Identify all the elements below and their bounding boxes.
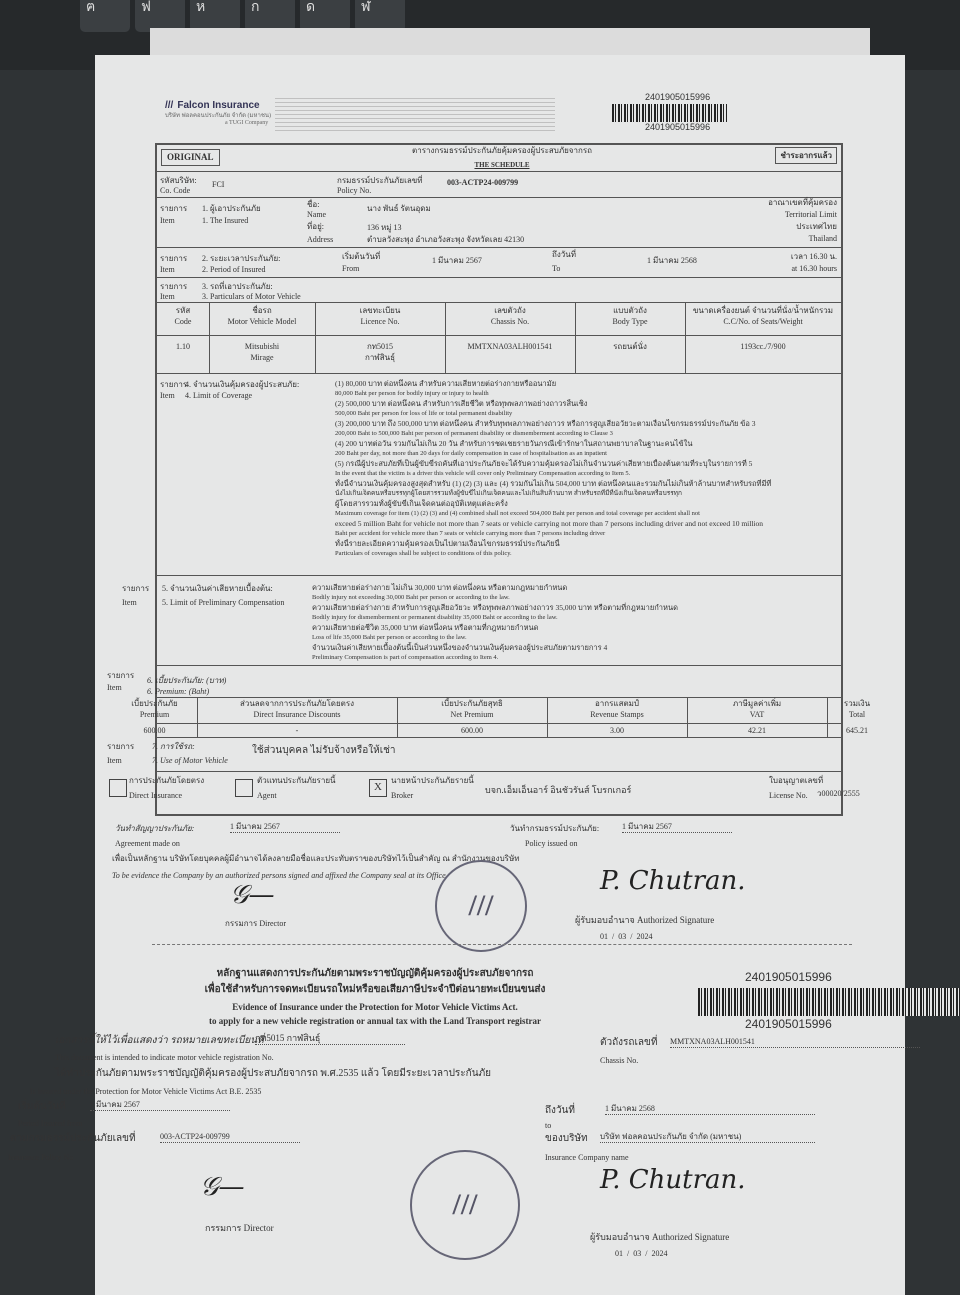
- barcode-2: [698, 988, 960, 1016]
- coverage-line: exceed 5 million Baht for vehicle not more than 7 seats or vehicle carrying not more than 7 persons including driver and not exceed 10 million: [335, 519, 764, 528]
- coverage-label: 4. จำนวนเงินคุ้มครองผู้ประสบภัย:: [185, 380, 300, 389]
- schedule-box: [107, 143, 871, 816]
- vehicle-cell: รถยนต์นั่ง: [613, 342, 647, 351]
- time-th: เวลา 16.30 น.: [790, 252, 837, 261]
- issued-label-en: Policy issued on: [525, 839, 578, 848]
- license-no: ว00020/2555: [817, 789, 860, 798]
- authorized-label: ผู้รับมอบอำนาจ Authorized Signature: [575, 915, 715, 925]
- evidence-title-th-2: เพื่อใช้สำหรับการจดทะเบียนรถใหม่หรือขอเสียภาษีประจำปีต่อนายทะเบียนขนส่ง: [204, 984, 546, 995]
- schedule-title-th: ตารางกรมธรรม์ประกันภัยคุ้มครองผู้ประสบภัยจากรถ: [412, 146, 592, 155]
- address-label-en: Address: [307, 235, 334, 244]
- item-label-en: Item: [122, 598, 137, 607]
- policy-no-label: กรมธรรม์ประกันภัยเลขที่: [337, 176, 423, 185]
- company-seal: ///: [435, 860, 527, 952]
- coverage-line: Maximum coverage for item (1) (2) (3) and (4) combined shall not exceed 504,000 Baht per person and total coverage per accident shall not: [335, 510, 700, 517]
- director-signature-2: 𝒢—: [200, 1172, 245, 1202]
- prelim-line: Preliminary Compensation is part of compensation according to Item 4.: [312, 654, 499, 661]
- evidence-title-en-2: to apply for a new vehicle registration or annual tax with the Land Transport registrar: [209, 1016, 541, 1026]
- evidence-company-value: บริษัท ฟอลคอนประกันภัย จำกัด (มหาชน): [600, 1131, 815, 1143]
- broker-label: นายหน้าประกันภัยรายนี้: [391, 776, 474, 785]
- evidence-title-en-1: Evidence of Insurance under the Protection for Motor Vehicle Victims Act.: [232, 1002, 518, 1012]
- vehicle-header: ชื่อรถ Motor Vehicle Model: [227, 306, 297, 326]
- agreement-label-en: Agreement made on: [115, 839, 180, 848]
- agent-checkbox[interactable]: [235, 779, 253, 797]
- co-code-label-en: Co. Code: [160, 186, 191, 195]
- company-name: Falcon Insurance: [177, 100, 260, 111]
- premium-header: ส่วนลดจากการประกันภัยโดยตรง Direct Insurance Discounts: [239, 699, 355, 719]
- company-logo: [165, 95, 271, 127]
- registration-label-en: This document is intended to indicate motor vehicle registration No.: [55, 1053, 274, 1062]
- coverage-line: ผู้โดยสารรวมทั้งผู้ขับขี่เกินเจ็ดคนต่ออุบัติเหตุแต่ละครั้ง: [335, 499, 508, 508]
- item-label: รายการ: [122, 584, 150, 593]
- use-value: ใช้ส่วนบุคคล ไม่รับจ้างหรือให้เช่า: [252, 745, 396, 756]
- item-label-en: Item: [160, 216, 175, 225]
- item-label-en: Item: [160, 391, 175, 400]
- keyboard-key: ก: [245, 0, 295, 32]
- coverage-line: (5) กรณีผู้ประสบภัยที่เป็นผู้ขับขี่รถคันที่เอาประกันภัยจะได้รับความคุ้มครองไม่เกินจำนวนค่าเสียหายเบื้องต้นตามที่ระบุในรายการที่ 5: [335, 459, 753, 468]
- premium-label-en: 6. Premium: (Baht): [147, 687, 210, 696]
- period-label: 2. ระยะเวลาประกันภัย:: [202, 254, 281, 263]
- vehicle-label: 3. รถที่เอาประกันภัย:: [202, 282, 273, 291]
- schedule-title-en: THE SCHEDULE: [474, 161, 530, 169]
- insured-name: นาง พันธ์ รัตนอุดม: [367, 204, 431, 213]
- evidence-statement-th: เพื่อเป็นหลักฐาน บริษัทโดยบุคคลผู้มีอำนาจได้ลงลายมือชื่อและประทับตราของบริษัทไว้เป็นสำคัญ ณ สำนักงานของบริษัท: [112, 854, 520, 863]
- evidence-from-value: 1 มีนาคม 2567: [90, 1099, 230, 1111]
- stamp-paid-label: ชำระอากรแล้ว: [775, 147, 837, 164]
- sign-year: 2024: [636, 932, 653, 941]
- premium-value: 600.00: [461, 726, 483, 735]
- time-en: at 16.30 hours: [791, 264, 837, 273]
- territory-label-en: Territorial Limit: [784, 210, 837, 219]
- use-label-en: 7. Use of Motor Vehicle: [152, 756, 228, 765]
- evidence-company-label-en: Insurance Company name: [545, 1153, 629, 1162]
- item-label: รายการ: [160, 204, 188, 213]
- vehicle-cell: MMTXNA03ALH001541: [467, 342, 553, 351]
- to-label: ถึงวันที่: [552, 250, 576, 259]
- coverage-line: นั่งไม่เกินเจ็ดคนหรือบรรทุกผู้โดยสารรวมทั้งผู้ขับขี่ไม่เกินเจ็ดคนและไม่เกินสิบล้านบาท สำหรับรถที่มีที่นั่งเกินเจ็ดคนหรือบรรทุก: [335, 490, 682, 497]
- broker-name: บจก.เอ็มเอ็นอาร์ อินชัวรันส์ โบรกเกอร์: [485, 785, 632, 795]
- keyboard-key: ฟ: [135, 0, 185, 32]
- keyboard-key: ด: [300, 0, 350, 32]
- sign-day: 01: [600, 932, 608, 941]
- coverage-line: 80,000 Baht per person for bodily injury or injury to health: [335, 390, 489, 397]
- evidence-policy-label: ตามกรมธรรม์ประกันภัยเลขที่: [10, 1133, 136, 1144]
- premium-label: 6. เบี้ยประกันภัย: (บาท): [147, 676, 227, 685]
- coverage-line: ทั้งนี้จำนวนเงินคุ้มครองสูงสุดสำหรับ (1) (2) (3) และ (4) รวมกันไม่เกิน 504,000 บาท ต่อหนึ่งคนและรวมกันไม่เกินห้าล้านบาทสำหรับรถที่มีที่: [335, 479, 772, 488]
- sign-month: 03: [633, 1249, 642, 1258]
- act-statement-en: Is insured under the Protection for Motor Vehicle Victims Act B.E. 2535: [30, 1087, 262, 1096]
- broker-checkbox[interactable]: X: [369, 779, 387, 797]
- prelim-line: Bodily injury not exceeding 30,000 Baht per person or according to the law.: [312, 594, 510, 601]
- premium-value: 645.21: [846, 726, 868, 735]
- vehicle-header: แบบตัวถัง Body Type: [612, 306, 648, 326]
- vehicle-header: รหัส Code: [174, 306, 192, 326]
- name-label: ชื่อ:: [307, 200, 320, 209]
- vehicle-header: เลขตัวถัง Chassis No.: [490, 306, 530, 326]
- coverage-line: 200,000 Baht to 500,000 Baht per person of permanent disability or dismemberment according to Clause 3: [335, 430, 613, 437]
- chassis-label: ตัวถังรถเลขที่: [600, 1037, 658, 1048]
- coverage-text: [335, 379, 840, 559]
- vehicle-cell: กท5015 กาฬสินธุ์: [364, 342, 396, 362]
- prelim-label-en: 5. Limit of Preliminary Compensation: [162, 598, 285, 607]
- evidence-statement-en: To be evidence the Company by an authorized persons signed and affixed the Company seal at its Office: [112, 871, 446, 880]
- item-label-en: Item: [160, 292, 175, 301]
- policy-no-value: 003-ACTP24-009799: [447, 178, 519, 187]
- use-label: 7. การใช้รถ:: [152, 742, 195, 751]
- prelim-line: Bodily injury for dismemberment or permanent disability 35,000 Baht or according to the law.: [312, 614, 558, 621]
- vehicle-label-en: 3. Particulars of Motor Vehicle: [202, 292, 301, 301]
- item-label: รายการ: [160, 282, 188, 291]
- territory-label: อาณาเขตที่คุ้มครอง: [768, 198, 837, 207]
- company-name-th: บริษัท ฟอลคอนประกันภัย จำกัด (มหาชน): [165, 113, 272, 119]
- item-label: รายการ: [160, 254, 188, 263]
- coverage-line: In the event that the victim is a driver this vehicle will cover only Preliminary Compensation according to Item 5.: [335, 470, 631, 477]
- period-from-value: 1 มีนาคม 2567: [432, 256, 482, 265]
- coverage-line: (4) 200 บาทต่อวัน รวมกันไม่เกิน 20 วัน สำหรับการชดเชยรายวันกรณีเข้ารักษาในสถานพยาบาลในฐานะคนไข้ใน: [335, 439, 693, 448]
- coverage-line: 200 Baht per day, not more than 20 days for daily compensation in case of hospitalisation as an inpatient: [335, 450, 607, 457]
- vehicle-cell: 1193cc./7/900: [740, 342, 786, 351]
- from-label-en: From: [342, 264, 360, 273]
- agent-label-en: Agent: [257, 791, 277, 800]
- barcode-number-bottom: 2401905015996: [645, 122, 711, 132]
- premium-value: 42.21: [748, 726, 766, 735]
- coverage-label-en: 4. Limit of Coverage: [185, 391, 253, 400]
- director-label: กรรมการ Director: [225, 919, 286, 928]
- territory-value-en: Thailand: [808, 234, 837, 243]
- vehicle-cell: Mitsubishi Mirage: [244, 342, 280, 362]
- premium-value: 3.00: [610, 726, 624, 735]
- issued-date: 1 มีนาคม 2567: [622, 821, 732, 833]
- item-label-en: Item: [107, 683, 122, 692]
- agreement-label: วันทำสัญญาประกันภัย:: [115, 824, 195, 833]
- original-label: ORIGINAL: [161, 149, 220, 166]
- license-label: ใบอนุญาตเลขที่: [769, 776, 824, 785]
- vehicle-cell: 1.10: [176, 342, 190, 351]
- agreement-date: 1 มีนาคม 2567: [230, 821, 340, 833]
- evidence-from-label-en: Period Insured from: [18, 1119, 83, 1128]
- coverage-line: ทั้งนี้รายละเอียดความคุ้มครองเป็นไปตามเงื่อนไขกรมธรรม์ประกันภัยนี้: [335, 539, 560, 548]
- direct-insurance-checkbox[interactable]: [109, 779, 127, 797]
- evidence-to-label: ถึงวันที่: [545, 1105, 575, 1116]
- from-label: เริ่มต้นวันที่: [342, 252, 381, 261]
- authorized-signature-2: P. Chutran.: [600, 1165, 746, 1195]
- evidence-from-label: เริ่มต้นวันที่: [18, 1101, 66, 1112]
- vehicle-header: เลขทะเบียน Licence No.: [359, 306, 401, 326]
- prelim-text: [312, 583, 832, 663]
- period-to-value: 1 มีนาคม 2568: [647, 256, 697, 265]
- evidence-company-label: ของบริษัท: [545, 1133, 588, 1144]
- barcode-number-bottom-2: 2401905015996: [745, 1017, 832, 1031]
- insured-label: 1. ผู้เอาประกันภัย: [202, 204, 261, 213]
- chassis-value: MMTXNA03ALH001541: [670, 1036, 920, 1048]
- act-statement-th: ได้ทำประกันภัยตามพระราชบัญญัติคุ้มครองผู้ประสบภัยจากรถ พ.ศ.2535 แล้ว โดยมีระยะเวลาประกันภัย: [55, 1068, 492, 1079]
- item-label-en: Item: [160, 265, 175, 274]
- premium-header: เบี้ยประกันภัย Premium: [131, 699, 178, 719]
- evidence-to-value: 1 มีนาคม 2568: [605, 1103, 815, 1115]
- authorized-label-2: ผู้รับมอบอำนาจ Authorized Signature: [590, 1232, 730, 1242]
- coverage-line: 500,000 Baht per person for loss of life or total permanent disability: [335, 410, 513, 417]
- address-label: ที่อยู่:: [307, 222, 324, 231]
- territory-value: ประเทศไทย: [796, 222, 837, 231]
- tear-line: [152, 944, 852, 945]
- coverage-line: (1) 80,000 บาท ต่อหนึ่งคน สำหรับความเสียหายต่อร่างกายหรืออนามัย: [335, 379, 557, 388]
- item-label-en: Item: [107, 756, 122, 765]
- item-label: รายการ: [107, 671, 135, 680]
- vehicle-header: ขนาดเครื่องยนต์ จำนวนที่นั่ง/น้ำหนักรวม C.C/No. of Seats/Weight: [692, 306, 834, 326]
- prelim-line: ความเสียหายต่อร่างกาย ไม่เกิน 30,000 บาท ต่อหนึ่งคน หรือตามกฎหมายกำหนด: [312, 583, 568, 592]
- evidence-title-th-1: หลักฐานแสดงการประกันภัยตามพระราชบัญญัติคุ้มครองผู้ประสบภัยจากรถ: [216, 968, 534, 979]
- sign-month: 03: [618, 932, 627, 941]
- premium-header: อากรแสตมป์ Revenue Stamps: [590, 699, 644, 719]
- keyboard-key: ห: [190, 0, 240, 32]
- company-group: a TUGI Company: [225, 120, 269, 126]
- coverage-line: (2) 500,000 บาท ต่อหนึ่งคน สำหรับการเสียชีวิต หรือทุพพลภาพอย่างถาวรสิ้นเชิง: [335, 399, 588, 408]
- broker-label-en: Broker: [391, 791, 414, 800]
- premium-value: -: [295, 726, 299, 735]
- premium-value: 600.00: [143, 726, 166, 735]
- item-label: รายการ: [107, 742, 135, 751]
- direct-insurance-label-en: Direct Insurance: [129, 791, 183, 800]
- evidence-policy-value: 003-ACTP24-009799: [160, 1131, 300, 1143]
- coverage-line: (3) 200,000 บาท ถึง 500,000 บาท ต่อหนึ่งคน สำหรับทุพพลภาพอย่างถาวร หรือการสูญเสียอวัยวะตามเงื่อนไขกรมธรรม์ประกันภัย ข้อ 3: [335, 419, 756, 428]
- director-signature: 𝒢—: [230, 880, 275, 910]
- company-address-block: [275, 95, 555, 133]
- barcode-number-top: 2401905015996: [645, 92, 711, 102]
- prelim-label: 5. จำนวนเงินค่าเสียหายเบื้องต้น:: [162, 584, 273, 593]
- prelim-line: ความเสียหายต่อร่างกาย สำหรับการสูญเสียอวัยวะ หรือทุพพลภาพอย่างถาวร 35,000 บาท หรือตามที่กฎหมายกำหนด: [312, 603, 678, 612]
- coverage-line: Baht per accident for vehicle more than 7 seats or vehicle carrying more than 7 persons including driver: [335, 530, 606, 537]
- keyboard-key: ฬ: [355, 0, 405, 32]
- premium-header: เบี้ยประกันภัยสุทธิ Net Premium: [441, 699, 503, 719]
- period-label-en: 2. Period of Insured: [202, 265, 266, 274]
- prelim-line: ความเสียหายต่อชีวิต 35,000 บาท ต่อหนึ่งคน หรือตามที่กฎหมายกำหนด: [312, 623, 539, 632]
- sign-year: 2024: [651, 1249, 668, 1258]
- company-seal-2: ///: [410, 1150, 520, 1260]
- co-code-label: รหัสบริษัท:: [160, 176, 197, 185]
- coverage-line: Particulars of coverages shall be subject to conditions of this policy.: [335, 550, 512, 557]
- evidence-to-label-en: to: [545, 1121, 552, 1130]
- co-code-value: FCI: [212, 180, 225, 189]
- prelim-line: จำนวนเงินค่าเสียหายเบื้องต้นนี้เป็นส่วนหนึ่งของจำนวนเงินคุ้มครองผู้ประสบภัยตามรายการ 4: [312, 643, 608, 652]
- premium-header: รวมเงิน Total: [843, 699, 871, 719]
- registration-label: เอกสารนี้ให้ไว้เพื่อแสดงว่า รถหมายเลขทะเบียนที่: [55, 1035, 264, 1046]
- barcode: [612, 104, 727, 122]
- address-line-2: ตำบลวังสะพุง อำเภอวังสะพุง จังหวัดเลย 42130: [367, 235, 525, 244]
- director-label-2: กรรมการ Director: [205, 1223, 274, 1233]
- falcon-logo-icon: ///: [165, 100, 174, 111]
- name-label-en: Name: [307, 210, 327, 219]
- to-label-en: To: [552, 264, 561, 273]
- insured-label-en: 1. The Insured: [202, 216, 249, 225]
- sign-day: 01: [615, 1249, 623, 1258]
- evidence-policy-label-en: Insurance Policy No: [8, 1153, 74, 1162]
- item-label: รายการ: [160, 380, 188, 389]
- barcode-number-top-2: 2401905015996: [745, 970, 832, 984]
- keyboard-key: ฅ: [80, 0, 130, 32]
- issued-label: วันทำกรมธรรม์ประกันภัย:: [510, 824, 600, 833]
- registration-value: กท5015 กาฬสินธุ์: [255, 1033, 405, 1045]
- license-label-en: License No.: [769, 791, 808, 800]
- chassis-label-en: Chassis No.: [600, 1056, 639, 1065]
- sign-date: 01 / 03 / 2024: [600, 932, 653, 941]
- authorized-signature: P. Chutran.: [600, 866, 746, 896]
- agent-label: ตัวแทนประกันภัยรายนี้: [257, 776, 336, 785]
- sign-date-2: 01 / 03 / 2024: [615, 1249, 668, 1258]
- address-line-1: 136 หมู่ 13: [367, 223, 402, 232]
- direct-insurance-label: การประกันภัยโดยตรง: [129, 776, 205, 785]
- policy-no-label-en: Policy No.: [337, 186, 372, 195]
- prelim-line: Loss of life 35,000 Baht per person or according to the law.: [312, 634, 467, 641]
- premium-header: ภาษีมูลค่าเพิ่ม VAT: [732, 699, 782, 719]
